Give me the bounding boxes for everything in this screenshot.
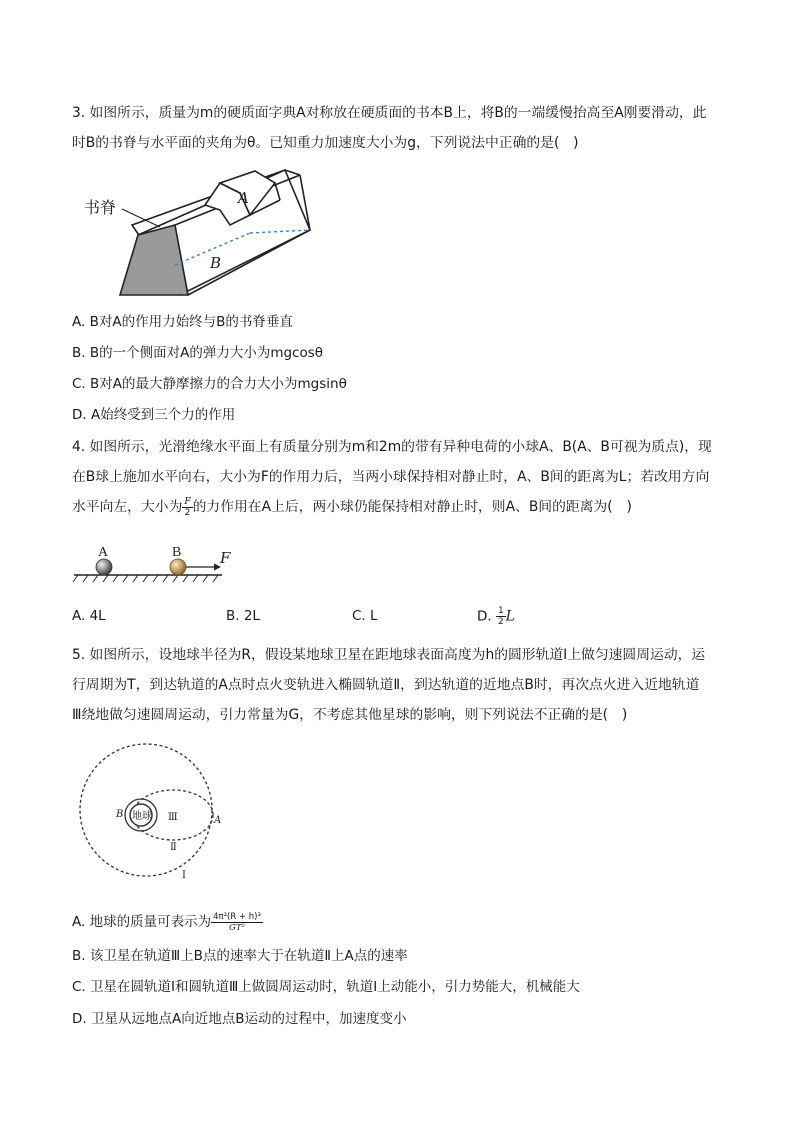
q3-spine-label: 书脊 bbox=[84, 198, 117, 217]
q3-stem-line1: 3. 如图所示，质量为m的硬质面字典A对称放在硬质面的书本B上，将B的一端缓慢抬高至A刚要滑动，此 bbox=[72, 105, 707, 121]
q4-option-c[interactable]: C. L bbox=[352, 608, 378, 624]
q3-stem-line2: 时B的书脊与水平面的夹角为θ。已知重力加速度大小为g，下列说法中正确的是( ) bbox=[72, 135, 579, 151]
q3-option-d[interactable]: D. A始终受到三个力的作用 bbox=[72, 407, 236, 423]
q3-label-b: B bbox=[210, 254, 222, 272]
q4-option-b[interactable]: B. 2L bbox=[226, 608, 260, 624]
q5-label-orbit1: I bbox=[182, 870, 186, 881]
question-5 bbox=[72, 640, 722, 730]
q3-option-c[interactable]: C. B对A的最大静摩擦力的合力大小为mgsinθ bbox=[72, 376, 347, 392]
q4-fraction: $\frac{F}{2}$ bbox=[184, 496, 191, 518]
q4-stem-line1: 4. 如图所示，光滑绝缘水平面上有质量分别为m和2m的带有异种电荷的小球A、B(A、B可视为质点)，现 bbox=[72, 439, 712, 455]
q5-earth-label: 地球 bbox=[132, 811, 152, 822]
q3-book-figure bbox=[80, 165, 320, 300]
q4-option-a[interactable]: A. 4L bbox=[72, 608, 106, 624]
q5-option-c[interactable]: C. 卫星在圆轨道I和圆轨道Ⅲ上做圆周运动时，轨道I上动能小，引力势能大，机械能大 bbox=[72, 979, 580, 995]
q4-stem-line2: 在B球上施加水平向右，大小为F的作用力后，当两小球保持相对静止时，A、B间的距离为L；若改用方向 bbox=[72, 469, 710, 485]
q5-orbit-figure bbox=[78, 740, 238, 890]
q5-label-a: A bbox=[214, 815, 222, 826]
q5-label-orbit2: Ⅱ bbox=[170, 842, 177, 853]
ball-a bbox=[96, 559, 112, 575]
q4-stem-line3: 水平向左，大小为 $\frac{F}{2}$ 的力作用在A上后，两小球仍能保持相对静止时，则A、B间的距离为( ) bbox=[72, 496, 632, 518]
q5-option-a[interactable]: A. 地球的质量可表示为 $\frac{\text{4π²(R + h)³}}{\text{GT²}}$ bbox=[72, 911, 261, 933]
q5-stem-line1: 5. 如图所示，设地球半径为R，假设某地球卫星在距地球表面高度为h的圆形轨道Ⅰ上做匀速圆周运动，运 bbox=[72, 647, 706, 663]
q5-stem-line2: 行周期为T，到达轨道的A点时点火变轨进入椭圆轨道Ⅱ，到达轨道的近地点B时，再次点火进入近地轨道 bbox=[72, 677, 700, 693]
q4-label-f: F bbox=[220, 549, 231, 567]
q3-option-b[interactable]: B. B的一个侧面对A的弹力大小为mgcosθ bbox=[72, 345, 324, 361]
q5-label-b: B bbox=[116, 809, 124, 820]
q4-label-b: B bbox=[172, 545, 182, 560]
q5-stem-line3: Ⅲ绕地做匀速圆周运动，引力常量为G，不考虑其他星球的影响，则下列说法不正确的是( ) bbox=[72, 707, 628, 723]
q5-option-b[interactable]: B. 该卫星在轨道Ⅲ上B点的速率大于在轨道Ⅱ上A点的速率 bbox=[72, 948, 408, 964]
q3-option-a[interactable]: A. B对A的作用力始终与B的书脊垂直 bbox=[72, 314, 293, 330]
q3-label-a: A bbox=[238, 189, 249, 207]
q5-label-orbit3: Ⅲ bbox=[168, 812, 178, 823]
q4-option-d[interactable]: D. $\frac{1}{2}$ L bbox=[477, 606, 515, 627]
q5-option-d[interactable]: D. 卫星从远地点A向近地点B运动的过程中，加速度变小 bbox=[72, 1011, 407, 1027]
q4-label-a: A bbox=[98, 545, 109, 560]
q4-balls-figure bbox=[72, 542, 242, 587]
question-4 bbox=[72, 432, 722, 522]
q4-options bbox=[72, 606, 572, 626]
ball-b bbox=[170, 559, 186, 575]
question-3 bbox=[72, 98, 722, 158]
